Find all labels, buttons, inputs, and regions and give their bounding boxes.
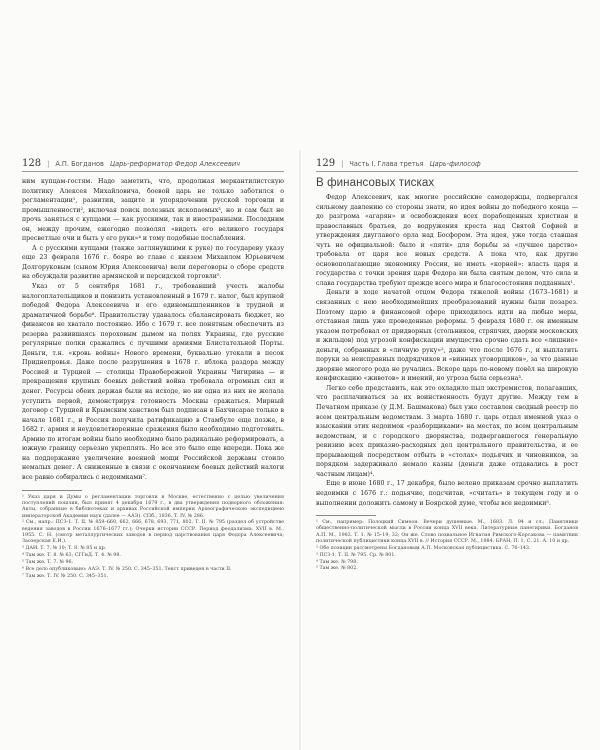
- right-page-body: [316, 193, 578, 508]
- footnote-rule: [22, 490, 82, 491]
- right-page: [316, 158, 578, 573]
- footnote: ³ ДАИ. Т. 7. № 10; Т. 8. № 85 и др.: [22, 546, 107, 552]
- footnote: ⁷ Там же. Т. IV. № 250. С. 345–351.: [22, 573, 109, 579]
- left-page-body: [22, 177, 284, 483]
- book-gutter: [299, 150, 301, 750]
- right-page-part: Часть I. Глава третья: [349, 160, 424, 168]
- header-separator: |: [341, 160, 344, 168]
- paragraph: Легко себе представить, как это охладило пыл экстремистов, полагавших, что расплачиваться за их воинственность будут другие. Между тем в Печатном приказе (у Д.М. Башмакова) был уже составлен сводный реестр по всем центральным ведомствам. 3 марта 1680 г. царь отдал именной указ о взыскании этих недоимок «разборщиками» на местах, по всем центральным ведомствам, и с городского дворянства, подвергавшегося генеральную ревизию всех приказно-расходных дел центрального правительства, и ее прерывающей посредством отбыть в «столах» подьячих и чиновников, за порядком задерживало немало казны (деньги даже отдавались в рост частным лицам)⁴.: [316, 384, 578, 478]
- left-page-header: [22, 158, 284, 172]
- footnote: ⁵ Там же. № 802.: [316, 566, 358, 572]
- paragraph: ним купцам-гостям. Надо заметить, что, продолжая меркантилистскую политику Алексея Михайловича, боевой царь не только заботился о регламентации¹, развитии, защите и упорядочении русской торговли и промышленности², включая поиск полезных ископаемых³, но и сам был не прочь заняться с купцами — как русскими, так и иностранными. Последним он, между прочим, ежегодно позволял «видеть его великого государя пресветлые очи и быть у его руки»⁴ и тому подобные послабления.: [22, 178, 284, 243]
- section-title: В финансовых тисках: [316, 177, 435, 189]
- left-page: [22, 158, 284, 580]
- paragraph: Деньги в ходе начатой отцом Федора тяжелой войны (1673–1681) и связанных с нею необходимейших преобразований нужны были позарез. Поэтому царю в финансовой сфере приходилось идти на любые меры, отставная лишь уже проведенные реформы. 5 февраля 1680 г. он именным указом потребовал от придворных (стольников, стряпчих, дворян московских и жильцов) под угрозой конфискации имущества срочно сдать все «лишние» деньги, собранных в «личную руку»², даже что после 1676 г., и выплатить поруки за неисправных подрядчиков и «винных уговорщиков», за что данные дворяне многого рода не ручались. Вскоре царь по-новому повёл на широкую конфискацию «животов» и имений, но угроза была серьезна³.: [316, 289, 578, 383]
- footnote: ¹ См., например: Полоцкий Симеон. Вечери душевные. М., 1683. Л. 94 и сл.; Памятники общественно-политической мысли в России конца XVII века. Литературные панегирики. Богданов А.П. М., 1983. Т. 1. № 15–19, 32; Он же. Слово похвальное Игнатия Римского-Корсакова — памятник политической публицистики конца XVII в. // История СССР. М., 1984. БРАН, П. 1, С. 21. А. 10 и др.: [316, 520, 578, 545]
- paragraph: Еще в июне 1680 г., 17 декабря, было велено приказам срочно выплатить недоимки с 1676 г.: подьячие, подсчитав, «считать» в текущем году и о выполнении доложить самому и Боярской думе, чтобы все недоимки⁵.: [316, 480, 578, 507]
- paragraph: Федор Алексеевич, как многие российские самодержцы, подвергался сильному давлению со стороны знати, но идея войны до победного конца — до разгрома «агарян» и освобождения всех порабощенных христиан и православных братьев, до водружения креста над Святой Софией и утверждения двуглавого орла над Босфором. Эта идея, уже тогда ставшая чуть не официальной: было и «пяти» для борьбы за «лучшее царство» требовала от царя все новых средств. А пока что, как другие основополагающие экономику России, не иметь «корней»: власть царя и государства с точки зрения царя Федора ни была святым делом, что сила и слава государства требуют прежде всего мира и благосостояния подданных¹.: [316, 194, 578, 287]
- paragraph: А с русскими купцами (также заглянувшими к руке) по государеву указу еще 23 февраля 1676 г. бояре во главе с князем Михаилом Юрьевичем Долгоруковым (сыном Юрия Алексеевича) вели переговоры о сборе средств на обсуждали развитие армянской и персидской торговли⁵.: [22, 244, 284, 281]
- footnote: ² Обе позиции рассмотрены Богдановым А.П. Московская публицистика. С. 76–143.: [316, 545, 531, 551]
- footnote-rule: [316, 515, 376, 516]
- footnote: ³ ПСЗ-1. Т. II. № 795. Ср. № 801.: [316, 552, 396, 558]
- left-page-author: А.П. Богданов: [55, 160, 104, 168]
- paragraph: Указ от 5 сентября 1681 г., требовавший учесть жалобы налогоплательщиков и понизить установленный в 1679 г. налог, был крупной победой Федора Алексеевича и его единомышленников в трудной и драматичной борьбе⁶. Правительству удавалось сбалансировать бюджет, но финансов не хватало постоянно. Ибо с 1679 г. все понятным обеспечить из резерва развившаясь пороховым дымом на полях Украины, где русские регулярные полки сражались с лучшими армиями Блистательной Порты. Деньги, т.н. «кровь войны» Нового времени, буквально утекали в песок Приднепровья. Даже после разрушения в 1678 г. яблока раздора между Россией и Турцией — столицы Правобережной Украины Чигирина — и прекращения крупных боевых действий война требовала огромных сил и денег. Ресурсы обеих держав были на исходе, но ни одна из них не желала уступить первой, демонстрируя готовность Москвы сражаться. Мирный договор с Турцией и Крымским ханством был подписан в Бахчисарае только в начале 1681 г., и Россия получила ратификацию в Стамбуле еще позже, в 1682 г. армия и неудовлетворенные сражения было необходимо подготовить. Армию по итогам войны было необходимо было радикально реформировать, а южную границу серьезно укреплять. Но все это было еще впереди. Пока же на поддержание увеличение военной мощи Российской державы стоило немалых денег. А сниженные в связи с окончанием боевых действий налоги все равно собирались с недоимками⁷.: [22, 283, 284, 481]
- right-page-footnotes: [316, 520, 578, 573]
- footnote: ⁵ Там же. Т. 7. № 96.: [22, 559, 74, 565]
- header-separator: |: [47, 160, 50, 168]
- left-page-footnotes: [22, 495, 284, 580]
- footnote: ¹ Указ царя и Думы о регламентации торговли в Москве, естественно с целью увеличения поступлений пошлин, был принят 4 декабря 1679 г., в два утверждения подворного обложения: Акты, собранные в библиотеках и архивах Российской империи Археографическою экспедициею императорской Академии наук (далее — ААЭ). СПб., 1836. Т. IV. № 286.: [22, 494, 284, 519]
- right-page-running-title: Царь-философ: [429, 160, 481, 168]
- right-page-header: [316, 158, 578, 172]
- right-page-number: 129: [316, 158, 336, 169]
- footnote: ² См., напр.: ПСЗ-1. Т. II. № 859–660, 662, 666, 678, 693, 771, 802. Т. II. № 795 (раздел об устройстве ведения заводов в России 1676–1677 гг.); Очерки истории СССР. Период феодализма. XVII в. М., 1955. С. Н. (смотр металлургических заводов в период царствования царя Федора Алексеевича; Заозерская Е.И.).: [22, 520, 284, 545]
- left-page-number: 128: [22, 158, 42, 169]
- footnote: ⁴ Там же. Т. 8. № 63; СГГиД. Т. 4. № 98.: [22, 553, 121, 559]
- footnote: ⁴ Там же. № 798.: [316, 559, 358, 565]
- footnote: ⁶ Все дело опубликовано: ААЭ. Т. IV. № 250. С. 345–351. Текст приведен в части II.: [22, 566, 232, 572]
- left-page-running-title: Царь-реформатор Федор Алексеевич: [109, 160, 241, 168]
